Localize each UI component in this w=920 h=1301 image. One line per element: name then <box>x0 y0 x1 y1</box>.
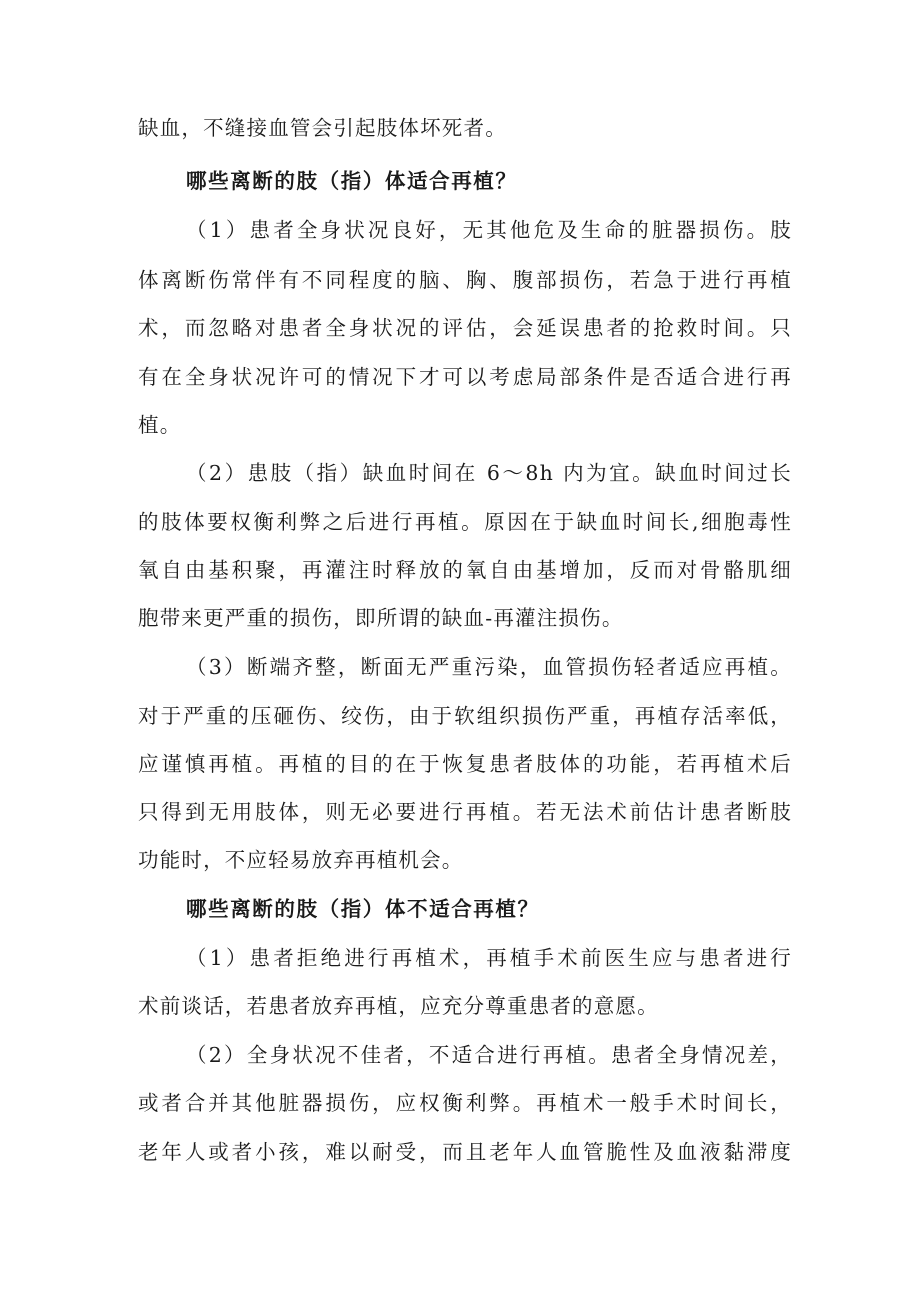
paragraph-line: 胞带来更严重的损伤，即所谓的缺血-再灌注损伤。 <box>138 606 624 630</box>
paragraph-line: 功能时，不应轻易放弃再植机会。 <box>138 848 464 872</box>
paragraph-line: 老年人或者小孩，难以耐受，而且老年人血管脆性及血液黏滞度 <box>138 1140 792 1164</box>
paragraph-line: 氧自由基积聚，再灌注时释放的氧自由基增加，反而对骨骼肌细 <box>138 558 792 582</box>
paragraph-line: （2）患肢（指）缺血时间在 6～8h 内为宜。缺血时间过长 <box>186 461 792 485</box>
paragraph-line: 对于严重的压砸伤、绞伤，由于软组织损伤严重，再植存活率低， <box>138 704 792 728</box>
section-heading: 哪些离断的肢（指）体适合再植？ <box>186 169 518 193</box>
paragraph-line: 缺血，不缝接血管会引起肢体坏死者。 <box>138 116 507 140</box>
paragraph-line: 或者合并其他脏器损伤，应权衡利弊。再植术一般手术时间长， <box>138 1091 792 1115</box>
paragraph-line: （2）全身状况不佳者，不适合进行再植。患者全身情况差， <box>186 1043 792 1067</box>
paragraph-line: （1）患者拒绝进行再植术，再植手术前医生应与患者进行 <box>186 946 792 970</box>
paragraph-line: 应谨慎再植。再植的目的在于恢复患者肢体的功能，若再植术后 <box>138 752 792 776</box>
paragraph-line: 术前谈话，若患者放弃再植，应充分尊重患者的意愿。 <box>138 994 659 1018</box>
paragraph-line: （1）患者全身状况良好，无其他危及生命的脏器损伤。肢 <box>186 218 792 242</box>
section-heading: 哪些离断的肢（指）体不适合再植？ <box>186 897 540 921</box>
paragraph-line: 的肢体要权衡利弊之后进行再植。原因在于缺血时间长,细胞毒性 <box>138 510 792 534</box>
paragraph-line: （3）断端齐整，断面无严重污染，血管损伤轻者适应再植。 <box>186 655 792 679</box>
paragraph-line: 有在全身状况许可的情况下才可以考虑局部条件是否适合进行再 <box>138 365 792 389</box>
paragraph-line: 体离断伤常伴有不同程度的脑、胸、腹部损伤，若急于进行再植 <box>138 268 792 292</box>
paragraph-line: 术，而忽略对患者全身状况的评估，会延误患者的抢救时间。只 <box>138 316 792 340</box>
paragraph-line: 只得到无用肢体，则无必要进行再植。若无法术前估计患者断肢 <box>138 800 792 824</box>
paragraph-line: 植。 <box>138 413 182 437</box>
